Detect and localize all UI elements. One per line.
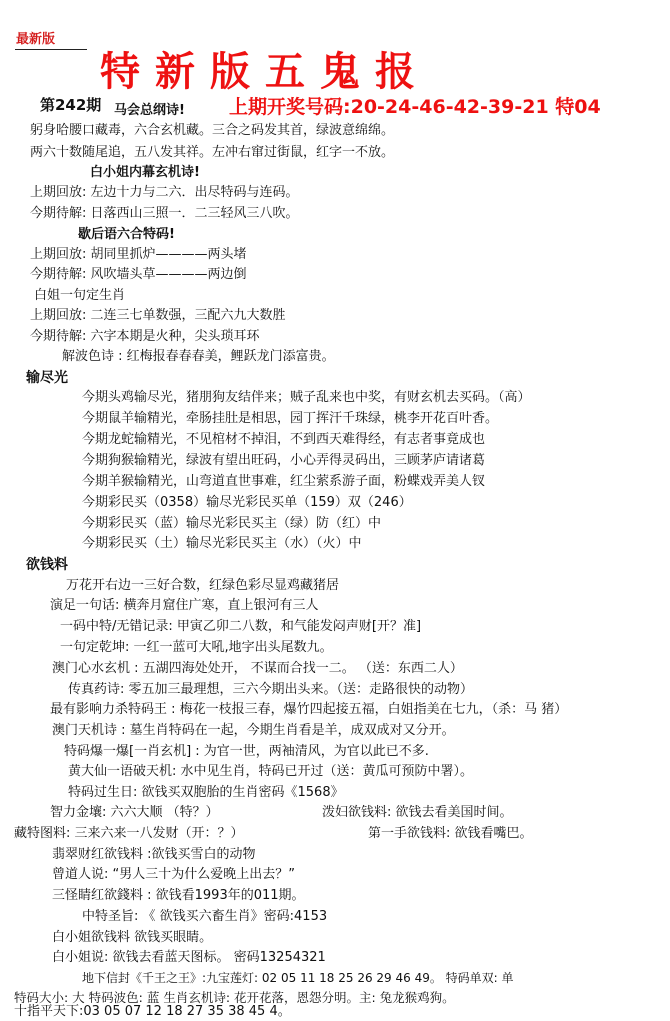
text-line: 三怪睛红欲錢料 : 欲钱看1993年的011期。 bbox=[52, 888, 305, 903]
text-line: 今期羊猴输精光，山弯道直世事难，红尘萦系游子面，粉蝶戏弄美人钗 bbox=[82, 474, 486, 489]
text-line: 澳门天机诗 : 墓生肖特码在一起，今期生肖看是羊，成双成对又分开。 bbox=[52, 723, 455, 738]
text-line: 白小姐欲钱料 欲钱买眼睛。 bbox=[52, 930, 213, 945]
section-heading: 输尽光 bbox=[26, 370, 68, 386]
text-line: 躬身哈腰口藏毒，六合玄机藏。三合之码发其首，绿波意绵绵。 bbox=[30, 123, 395, 138]
text-line: 地下信封《千王之王》:九宝莲灯: 02 05 11 18 25 26 29 46 49。 特码单双: 单 bbox=[82, 971, 514, 985]
section-heading: 欲钱料 bbox=[26, 557, 68, 573]
text-line: 今期待解: 风吹墙头草————两边倒 bbox=[30, 267, 247, 282]
text-line: 智力金壤: 六六大顺 （特？） bbox=[50, 805, 219, 820]
text-line: 特码过生日: 欲钱买双胞胎的生肖密码《1568》 bbox=[68, 785, 344, 800]
text-line: 今期待解: 六字本期是火种，尖头琐耳环 bbox=[30, 329, 260, 344]
page-title: 特新版五鬼报 bbox=[100, 48, 430, 95]
last-draw-numbers: 上期开奖号码:20-24-46-42-39-21 特04 bbox=[229, 96, 601, 118]
text-line: 今期鼠羊输精光，牵肠挂肚是相思，园丁挥汗千珠绿，桃李开花百叶香。 bbox=[82, 411, 499, 426]
edition-badge: 最新版 bbox=[16, 32, 56, 47]
text-line: 今期彩民买（0358）输尽光彩民买单（159）双（246） bbox=[82, 495, 412, 510]
text-line: 今期龙蛇输精光，不见棺材不掉泪，不到西天难得经，有志者事竟成也 bbox=[82, 432, 486, 447]
text-line: 特码大小: 大 特码波色: 蓝 生肖玄机诗: 花开花落，恩怨分明。主: 兔龙猴鸡狗。 bbox=[14, 990, 455, 1005]
text-line: 两六十数随尾追，五八发其祥。左冲右窜过街鼠，红字一不放。 bbox=[30, 145, 395, 160]
text-line: 歇后语六合特码! bbox=[78, 227, 175, 242]
text-line: 今期头鸡输尽光，猪朋狗友结伴来；贼子乱来也中奖，有财玄机去买码。（高） bbox=[82, 390, 531, 405]
text-line: 今期待解: 日落西山三照一．二三轻风三八吹。 bbox=[30, 206, 299, 221]
text-line: 万花开右边一三好合数，红绿色彩尽显鸡藏猪居 bbox=[66, 578, 340, 593]
text-line: 曾道人说: “男人三十为什么爱晚上出去？” bbox=[52, 867, 295, 882]
text-line: 十指平天下:03 05 07 12 18 27 35 38 45 4。 bbox=[14, 1004, 291, 1019]
text-line: 一句定乾坤: 一红一蓝可大吼,地字出头尾数九。 bbox=[60, 640, 333, 655]
text-line: 白姐一句定生肖 bbox=[34, 288, 126, 303]
issue-number: 第242期 bbox=[40, 96, 102, 114]
text-line: 中特圣旨: 《 欲钱买六畜生肖》密码:4153 bbox=[82, 909, 328, 924]
text-line: 马会总纲诗! bbox=[114, 103, 185, 118]
text-line: 白小姐说: 欲钱去看蓝天图标。 密码13254321 bbox=[52, 950, 326, 965]
text-line: 今期彩民买（土）输尽光彩民买主（水）（火）中 bbox=[82, 536, 362, 551]
text-line: 黄大仙一语破天机: 水中见生肖，特码已开过（送：黄瓜可预防中署）。 bbox=[68, 764, 474, 779]
header-rule bbox=[15, 49, 87, 50]
text-line: 翡翠财红欲钱料 :欲钱买雪白的动物 bbox=[52, 847, 256, 862]
text-line: 传真药诗: 零五加三最理想，三六今期出头来。（送：走路很快的动物） bbox=[68, 682, 474, 697]
text-line: 解波色诗 : 红梅报春春春美，鲤跃龙门添富贵。 bbox=[62, 349, 335, 364]
text-line: 最有影响力杀特码王 : 梅花一枝报三春，爆竹四起接五福，白姐指美在七九，（杀：马 猪） bbox=[50, 702, 568, 717]
text-line: 第一手欲钱料: 欲钱看嘴巴。 bbox=[368, 826, 533, 841]
text-line: 上期回放: 左边十力与二六．出尽特码与连码。 bbox=[30, 185, 299, 200]
text-line: 白小姐内幕玄机诗! bbox=[90, 165, 200, 180]
text-line: 上期回放: 胡同里抓炉————两头堵 bbox=[30, 247, 247, 262]
text-line: 泼妇欲钱料: 欲钱去看美国时间。 bbox=[322, 805, 513, 820]
text-line: 上期回放: 二连三七单数强，三配六九大数胜 bbox=[30, 308, 286, 323]
text-line: 特码爆一爆[一肖玄机] : 为官一世，两袖清风，为官以此已不多. bbox=[64, 744, 429, 759]
text-line: 一码中特/无错记录: 甲寅乙卯二八数，和气能发闷声财[开？准] bbox=[60, 619, 422, 634]
text-line: 今期彩民买（蓝）输尽光彩民买主（绿）防（红）中 bbox=[82, 516, 382, 531]
text-line: 藏特图料: 三来六来一八发财（开：？） bbox=[14, 826, 244, 841]
text-line: 澳门心水玄机 : 五湖四海处处开， 不谋而合找一二。 （送：东西二人） bbox=[52, 661, 463, 676]
text-line: 今期狗猴输精光，绿波有望出旺码，小心弄得灵码出，三顾茅庐请诸葛 bbox=[82, 453, 486, 468]
text-line: 演足一句话: 横奔月窟住广寒，直上银河有三人 bbox=[50, 598, 319, 613]
